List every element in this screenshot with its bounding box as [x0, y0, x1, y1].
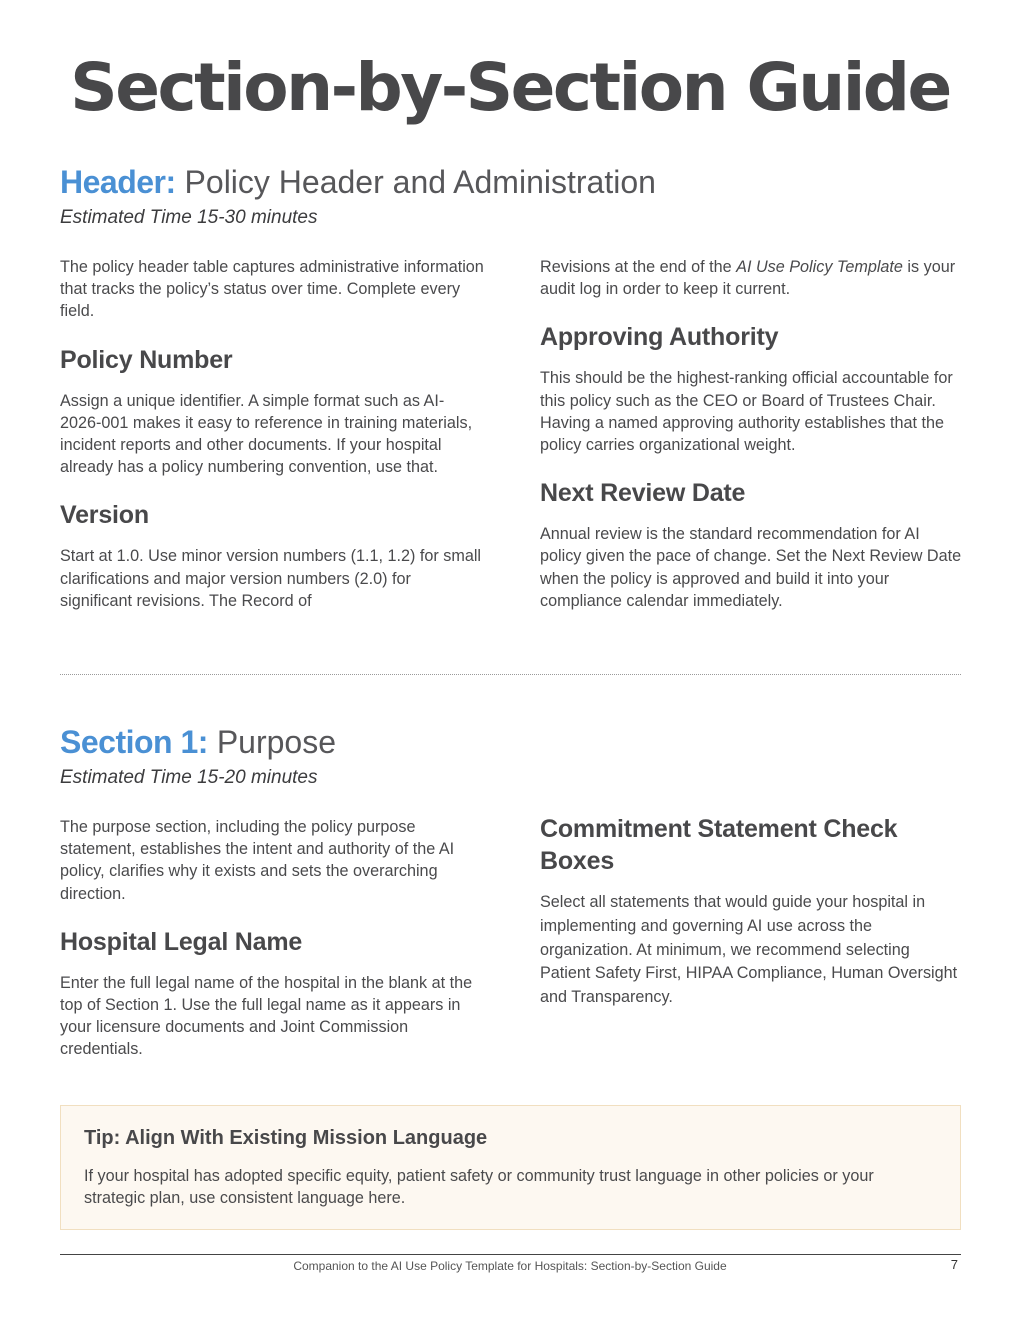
section1-title: Purpose: [216, 724, 336, 760]
version-heading: Version: [60, 501, 149, 530]
header-estimated-time: Estimated Time 15-30 minutes: [60, 207, 318, 228]
version-text: Start at 1.0. Use minor version numbers (1.1, 1.2) for small clarifications and major version numbers (2.0) for significant revisions. The Record of: [60, 547, 482, 610]
section1-estimated-time: Estimated Time 15-20 minutes: [60, 767, 318, 788]
policy-number-text: Assign a unique identifier. A simple format such as AI-2026-001 makes it easy to reference in training materials, incident reports and other documents. If your hospital already has a policy numbering convention, use that.: [60, 391, 473, 477]
version-cont-before: Revisions at the end of the: [540, 258, 737, 276]
version-cont-after: is your audit log in order to keep it current.: [540, 258, 956, 299]
page-title: Section-by-Section Guide: [70, 49, 950, 126]
header-intro-text: The policy header table captures administrative information that tracks the policy’s status over time. Complete every field.: [60, 258, 484, 321]
tip-box: [60, 1105, 961, 1230]
footer-rule: [60, 1254, 961, 1255]
section1-right-column: [540, 813, 964, 1010]
section1-intro-text: The purpose section, including the policy purpose statement, establishes the intent and authority of the AI policy, clarifies why it exists and sets the overarching direction.: [60, 818, 455, 903]
policy-number-heading: Policy Number: [60, 345, 233, 374]
approving-authority-heading: Approving Authority: [540, 323, 779, 352]
hospital-legal-name-text: Enter the full legal name of the hospital in the blank at the top of Section 1. Use the full legal name as it appears in your licensure documents and Joint Commission credentials.: [60, 973, 473, 1059]
section-divider: [60, 674, 961, 675]
next-review-date-heading: Next Review Date: [540, 479, 746, 508]
header-left-column: [60, 256, 484, 612]
header-section-heading: [60, 162, 656, 202]
header-section-label: Header:: [60, 164, 176, 200]
header-section-title: Policy Header and Administration: [184, 164, 656, 200]
tip-title: Tip: Align With Existing Mission Language: [84, 1127, 488, 1149]
tip-text: If your hospital has adopted specific equity, patient safety or community trust language in other policies or your strategic plan, use consistent language here.: [84, 1167, 874, 1208]
hospital-legal-name-heading: Hospital Legal Name: [60, 927, 303, 956]
header-right-column: [540, 256, 964, 612]
approving-authority-text: This should be the highest-ranking official accountable for this policy such as the CEO or Board of Trustees Chair. Having a named approving authority establishes that the policy carries organizational weight.: [540, 369, 953, 455]
commitment-statement-heading: Commitment Statement Check Boxes: [540, 815, 898, 875]
section1-label: Section 1:: [60, 724, 208, 760]
section1-left-column: [60, 816, 484, 1061]
template-name-emphasis: AI Use Policy Template: [736, 258, 903, 276]
next-review-date-text: Annual review is the standard recommendation for AI policy given the pace of change. Set the Next Review Date when the policy is approved and build it into your compliance calendar immediately.: [540, 525, 962, 610]
version-continued-text: [540, 256, 964, 300]
footer-text: Companion to the AI Use Policy Template for Hospitals: Section-by-Section Guide: [293, 1259, 727, 1273]
section1-heading: [60, 722, 336, 762]
commitment-statement-text: Select all statements that would guide your hospital in implementing and governing AI use across the organization. At minimum, we recommend selecting Patient Safety First, HIPAA Compliance, Human Oversight and Transparency.: [540, 893, 958, 1007]
page-number: 7: [950, 1257, 958, 1272]
